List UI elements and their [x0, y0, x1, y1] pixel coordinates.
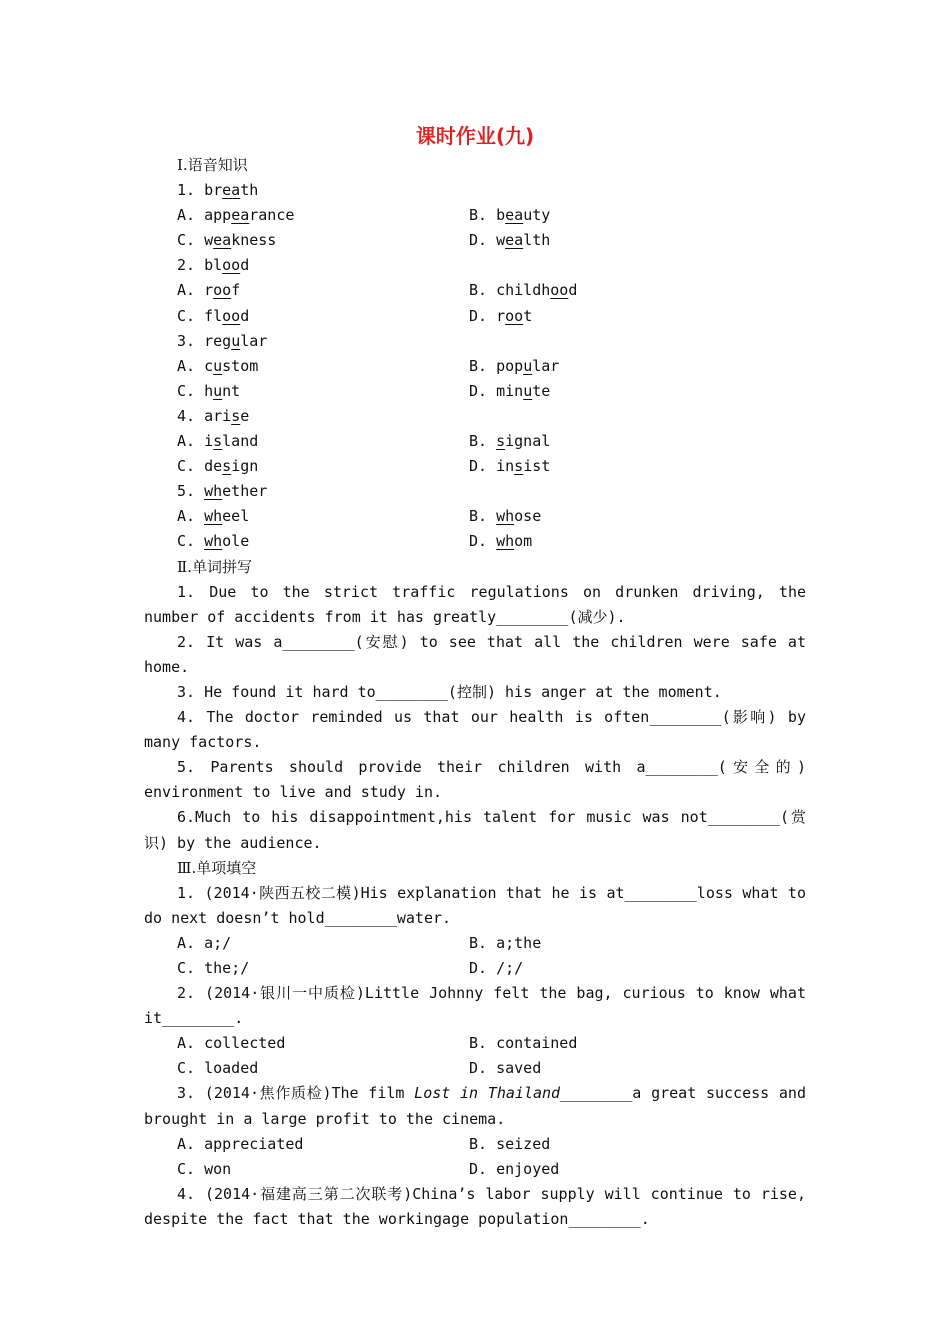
question-number: 1.	[177, 181, 196, 200]
underlined-letters: u	[231, 331, 241, 350]
option-letter: D.	[469, 381, 488, 400]
option-d	[469, 379, 550, 404]
word-part: childh	[496, 281, 551, 300]
underlined-letters: wh	[204, 482, 223, 501]
word-part: lar	[240, 331, 268, 350]
word	[496, 432, 550, 450]
option-row	[144, 529, 806, 554]
section-heading-single-choice: Ⅲ.单项填空	[177, 858, 257, 877]
question-text: 3. (2014·焦作质检)The film	[177, 1084, 415, 1103]
option-letter: B.	[469, 507, 488, 526]
question-number: 3.	[177, 331, 196, 350]
word-part: eel	[222, 507, 250, 526]
word-part: w	[204, 231, 214, 250]
question-number: 5.	[177, 482, 196, 501]
word-part: uty	[523, 206, 551, 225]
underlined-letters: wh	[204, 507, 223, 526]
word	[496, 231, 550, 249]
word-part: min	[496, 381, 524, 400]
option-d: D. /;/	[469, 959, 524, 977]
word	[204, 457, 258, 475]
option-d	[469, 529, 532, 554]
option-b	[469, 354, 559, 379]
phonetic-question	[144, 329, 806, 354]
underlined-letters: u	[523, 356, 533, 375]
option-row	[144, 1132, 806, 1157]
option-row	[144, 504, 806, 529]
option-letter: A.	[177, 432, 196, 451]
option-letter: D.	[469, 306, 488, 325]
underlined-letters: ea	[213, 231, 232, 250]
phonetic-question	[144, 178, 806, 203]
phonetics-questions	[144, 178, 806, 554]
option-row	[144, 228, 806, 253]
underlined-letters: oo	[213, 281, 232, 300]
choice-question-4: 4. (2014·福建高三第二次联考)China’s labor supply will continue to rise, despite the fact that the workingage population________.	[144, 1184, 806, 1228]
option-c: C. won	[177, 1159, 232, 1178]
option-row	[144, 931, 806, 956]
word-part: ether	[222, 482, 268, 501]
word-part: b	[496, 206, 506, 225]
option-d: D. saved	[469, 1059, 542, 1078]
spelling-item: 5. Parents should provide their children with a________(安全的) environment to live and study in.	[144, 758, 806, 802]
option-row	[144, 1157, 806, 1182]
word	[204, 407, 249, 425]
underlined-letters: ea	[505, 206, 524, 225]
spelling-item: 4. The doctor reminded us that our health is often________(影响) by many factors.	[144, 708, 806, 752]
option-d: D. enjoyed	[469, 1159, 560, 1178]
underlined-letters: oo	[550, 281, 569, 300]
option-d	[469, 304, 532, 329]
word	[204, 181, 258, 199]
option-letter: C.	[177, 306, 196, 325]
word-part: d	[240, 256, 250, 275]
word-part: ignal	[505, 432, 551, 451]
word	[204, 332, 267, 350]
word-part: reg	[204, 331, 232, 350]
word-part: stom	[222, 356, 259, 375]
option-c: C. loaded	[177, 1059, 259, 1078]
option-letter: C.	[177, 381, 196, 400]
word	[496, 457, 550, 475]
phonetic-question	[144, 404, 806, 429]
phonetic-question	[144, 253, 806, 278]
word-part: e	[240, 406, 250, 425]
word-part: w	[496, 231, 506, 250]
option-b: B. contained	[469, 1034, 578, 1053]
underlined-letters: s	[231, 406, 241, 425]
option-b: B. seized	[469, 1134, 551, 1153]
option-letter: B.	[469, 356, 488, 375]
option-letter: C.	[177, 457, 196, 476]
spelling-item: 1. Due to the strict traffic regulations on drunken driving, the number of accidents from it has greatly________(减少).	[144, 582, 806, 626]
underlined-letters: s	[222, 457, 232, 476]
option-a: A. a;/	[177, 933, 232, 952]
underlined-letters: u	[523, 381, 533, 400]
option-letter: A.	[177, 356, 196, 375]
option-row	[144, 379, 806, 404]
underlined-letters: u	[213, 381, 223, 400]
word	[496, 382, 550, 400]
option-d	[469, 454, 550, 479]
underlined-letters: oo	[505, 306, 524, 325]
option-letter: C.	[177, 231, 196, 250]
word	[204, 256, 249, 274]
spelling-item: 2. It was a________(安慰) to see that all the children were safe at home.	[144, 632, 806, 676]
word	[204, 382, 240, 400]
option-a: A. collected	[177, 1034, 286, 1053]
underlined-letters: s	[213, 432, 223, 451]
word-part: lth	[523, 231, 551, 250]
word	[204, 206, 294, 224]
option-d	[469, 228, 550, 253]
phonetic-question	[144, 479, 806, 504]
word-part: nt	[222, 381, 241, 400]
option-b	[469, 278, 577, 303]
spelling-item: 3. He found it hard to________(控制) his anger at the moment.	[177, 682, 722, 701]
option-b	[469, 504, 541, 529]
word-part: app	[204, 206, 232, 225]
word	[204, 482, 267, 500]
option-a: A. appreciated	[177, 1134, 304, 1153]
option-row	[144, 304, 806, 329]
underlined-letters: ea	[231, 206, 250, 225]
word-part: i	[204, 432, 214, 451]
question-text: ________a great success and brought in a large profit to the cinema.	[144, 1084, 806, 1128]
word-part: lar	[532, 356, 560, 375]
word	[204, 507, 249, 525]
word-part: pop	[496, 356, 524, 375]
word	[496, 281, 577, 299]
word-part: ole	[222, 532, 250, 551]
word-part: f	[231, 281, 241, 300]
word-part: c	[204, 356, 214, 375]
option-row	[144, 278, 806, 303]
choice-question-2: 2. (2014·银川一中质检)Little Johnny felt the bag, curious to know what it________.	[144, 984, 806, 1028]
option-b	[469, 203, 550, 228]
word-part: kness	[231, 231, 277, 250]
underlined-letters: wh	[496, 532, 515, 551]
document-body	[144, 153, 806, 1232]
word-part: d	[568, 281, 578, 300]
question-number: 2.	[177, 256, 196, 275]
underlined-letters: wh	[204, 532, 223, 551]
word-part: om	[514, 532, 533, 551]
word-part: in	[496, 457, 515, 476]
option-a	[144, 278, 469, 303]
word	[204, 432, 258, 450]
option-row	[144, 203, 806, 228]
option-c: C. the;/	[177, 959, 250, 977]
word	[496, 532, 532, 550]
underlined-letters: ea	[505, 231, 524, 250]
word	[496, 307, 532, 325]
section-heading-spelling: Ⅱ.单词拼写	[177, 557, 252, 576]
word-part: th	[240, 181, 259, 200]
word	[204, 532, 249, 550]
spelling-item: 6.Much to his disappointment,his talent for music was not________(赏识) by the audience.	[144, 808, 806, 852]
word-part: ari	[204, 406, 232, 425]
option-letter: D.	[469, 457, 488, 476]
word-part: fl	[204, 306, 223, 325]
option-a	[144, 354, 469, 379]
option-row	[144, 956, 806, 981]
option-letter: A.	[177, 206, 196, 225]
option-c	[144, 454, 469, 479]
section-heading-phonetics: Ⅰ.语音知识	[177, 156, 248, 174]
page-title: 课时作业(九)	[415, 124, 535, 148]
underlined-letters: wh	[496, 507, 515, 526]
underlined-letters: u	[213, 356, 223, 375]
underlined-letters: ea	[222, 181, 241, 200]
word-part: de	[204, 457, 223, 476]
word-part: t	[523, 306, 533, 325]
question-number: 4.	[177, 406, 196, 425]
word-part: d	[240, 306, 250, 325]
option-letter: A.	[177, 281, 196, 300]
option-row	[144, 1056, 806, 1081]
word-part: rance	[249, 206, 295, 225]
word	[496, 206, 550, 224]
word-part: land	[222, 432, 259, 451]
option-letter: B.	[469, 281, 488, 300]
word-part: ose	[514, 507, 542, 526]
word	[496, 357, 559, 375]
option-letter: B.	[469, 206, 488, 225]
option-c	[144, 304, 469, 329]
option-c	[144, 228, 469, 253]
choice-question-1: 1. (2014·陕西五校二模)His explanation that he is at________loss what to do next doesn’t hold________water.	[144, 883, 806, 927]
option-letter: D.	[469, 532, 488, 551]
word	[496, 507, 541, 525]
word-part: bl	[204, 256, 223, 275]
word	[204, 357, 258, 375]
option-a	[144, 203, 469, 228]
underlined-letters: s	[496, 432, 506, 451]
word	[204, 231, 276, 249]
film-title: Lost in Thailand	[414, 1084, 561, 1103]
option-row	[144, 429, 806, 454]
option-letter: D.	[469, 231, 488, 250]
word	[204, 281, 240, 299]
word	[204, 307, 249, 325]
word-part: r	[204, 281, 214, 300]
choice-question-3	[144, 1081, 806, 1131]
option-a	[144, 504, 469, 529]
underlined-letters: oo	[222, 306, 241, 325]
word-part: te	[532, 381, 551, 400]
option-c	[144, 529, 469, 554]
underlined-letters: oo	[222, 256, 241, 275]
word-part: ign	[231, 457, 259, 476]
option-letter: C.	[177, 532, 196, 551]
word-part: h	[204, 381, 214, 400]
option-row	[144, 354, 806, 379]
option-b	[469, 429, 550, 454]
underlined-letters: s	[514, 457, 524, 476]
option-row	[144, 1031, 806, 1056]
option-a	[144, 429, 469, 454]
option-b: B. a;the	[469, 933, 542, 952]
option-row	[144, 454, 806, 479]
word-part: ist	[523, 457, 551, 476]
option-c	[144, 379, 469, 404]
word-part: r	[496, 306, 506, 325]
option-letter: A.	[177, 507, 196, 526]
option-letter: B.	[469, 432, 488, 451]
word-part: br	[204, 181, 223, 200]
